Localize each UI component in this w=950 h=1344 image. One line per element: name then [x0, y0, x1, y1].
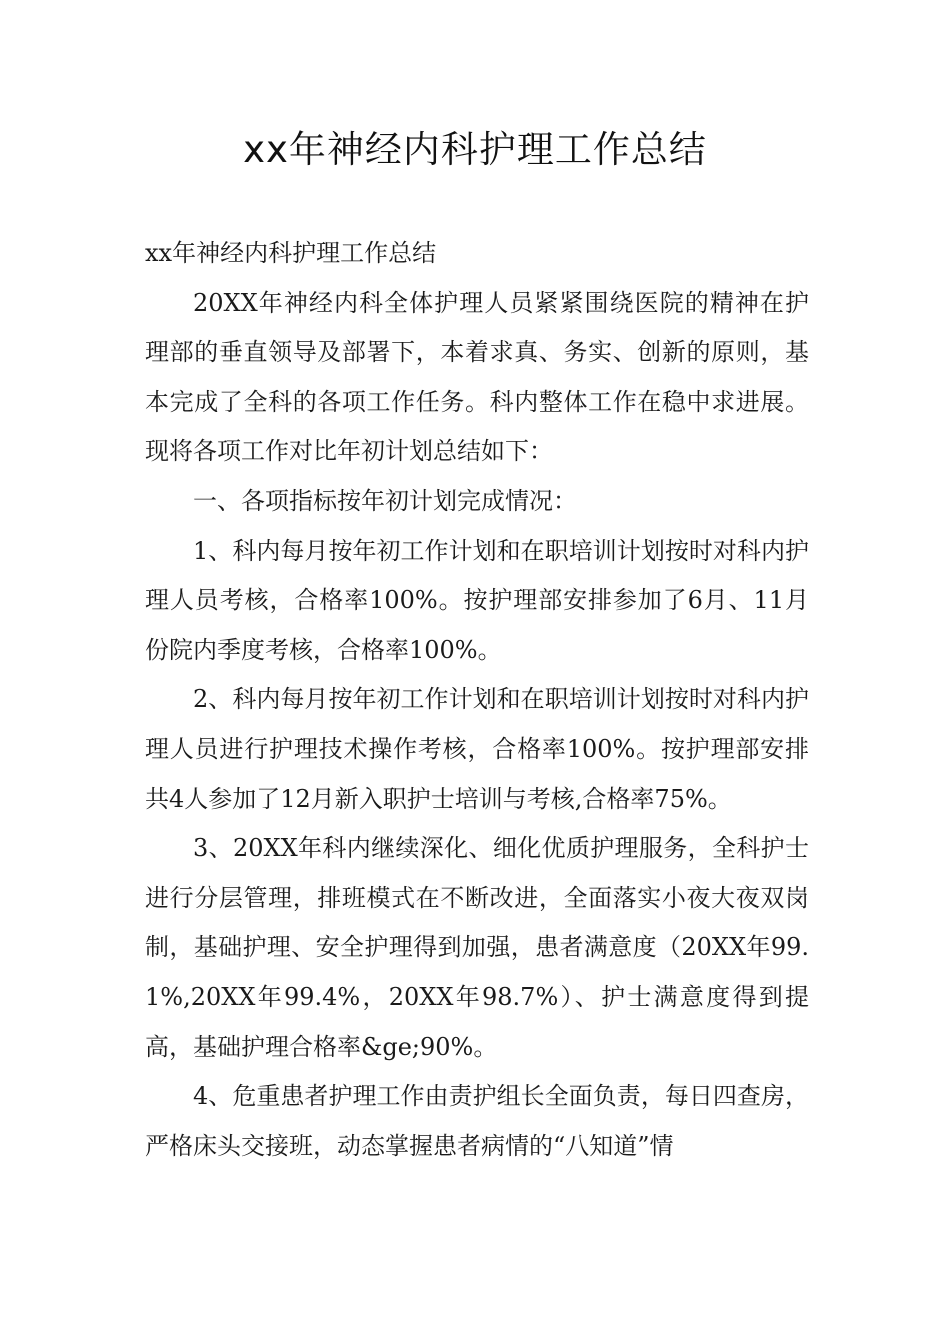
paragraph-item-2: 2、科内每月按年初工作计划和在职培训计划按时对科内护理人员进行护理技术操作考核，合格率100%。按护理部安排共4人参加了12月新入职护士培训与考核,合格率75%。	[145, 685, 809, 813]
paragraph-item-1: 1、科内每月按年初工作计划和在职培训计划按时对科内护理人员考核，合格率100%。按护理部安排参加了6月、11月份院内季度考核，合格率100%。	[145, 536, 809, 664]
paragraph-item-4: 4、危重患者护理工作由责护组长全面负责，每日四查房，严格床头交接班，动态掌握患者病情的“八知道”情	[145, 1082, 809, 1160]
section-heading-1: 一、各项指标按年初计划完成情况：	[193, 486, 577, 515]
document-title: xx年神经内科护理工作总结	[243, 128, 707, 171]
document-body	[145, 229, 809, 1171]
document-subtitle: xx年神经内科护理工作总结	[145, 239, 437, 267]
paragraph-intro: 20XX年神经内科全体护理人员紧紧围绕医院的精神在护理部的垂直领导及部署下，本着求真、务实、创新的原则，基本完成了全科的各项工作任务。科内整体工作在稳中求进展。现将各项工作对比年初计划总结如下：	[145, 288, 809, 466]
paragraph-item-3: 3、20XX年科内继续深化、细化优质护理服务，全科护士进行分层管理，排班模式在不断改进，全面落实小夜大夜双岗制，基础护理、安全护理得到加强，患者满意度（20XX年99.1%,20XX年99.4%，20XX年98.7%）、护士满意度得到提高，基础护理合格率&ge;90%。	[145, 834, 809, 1061]
